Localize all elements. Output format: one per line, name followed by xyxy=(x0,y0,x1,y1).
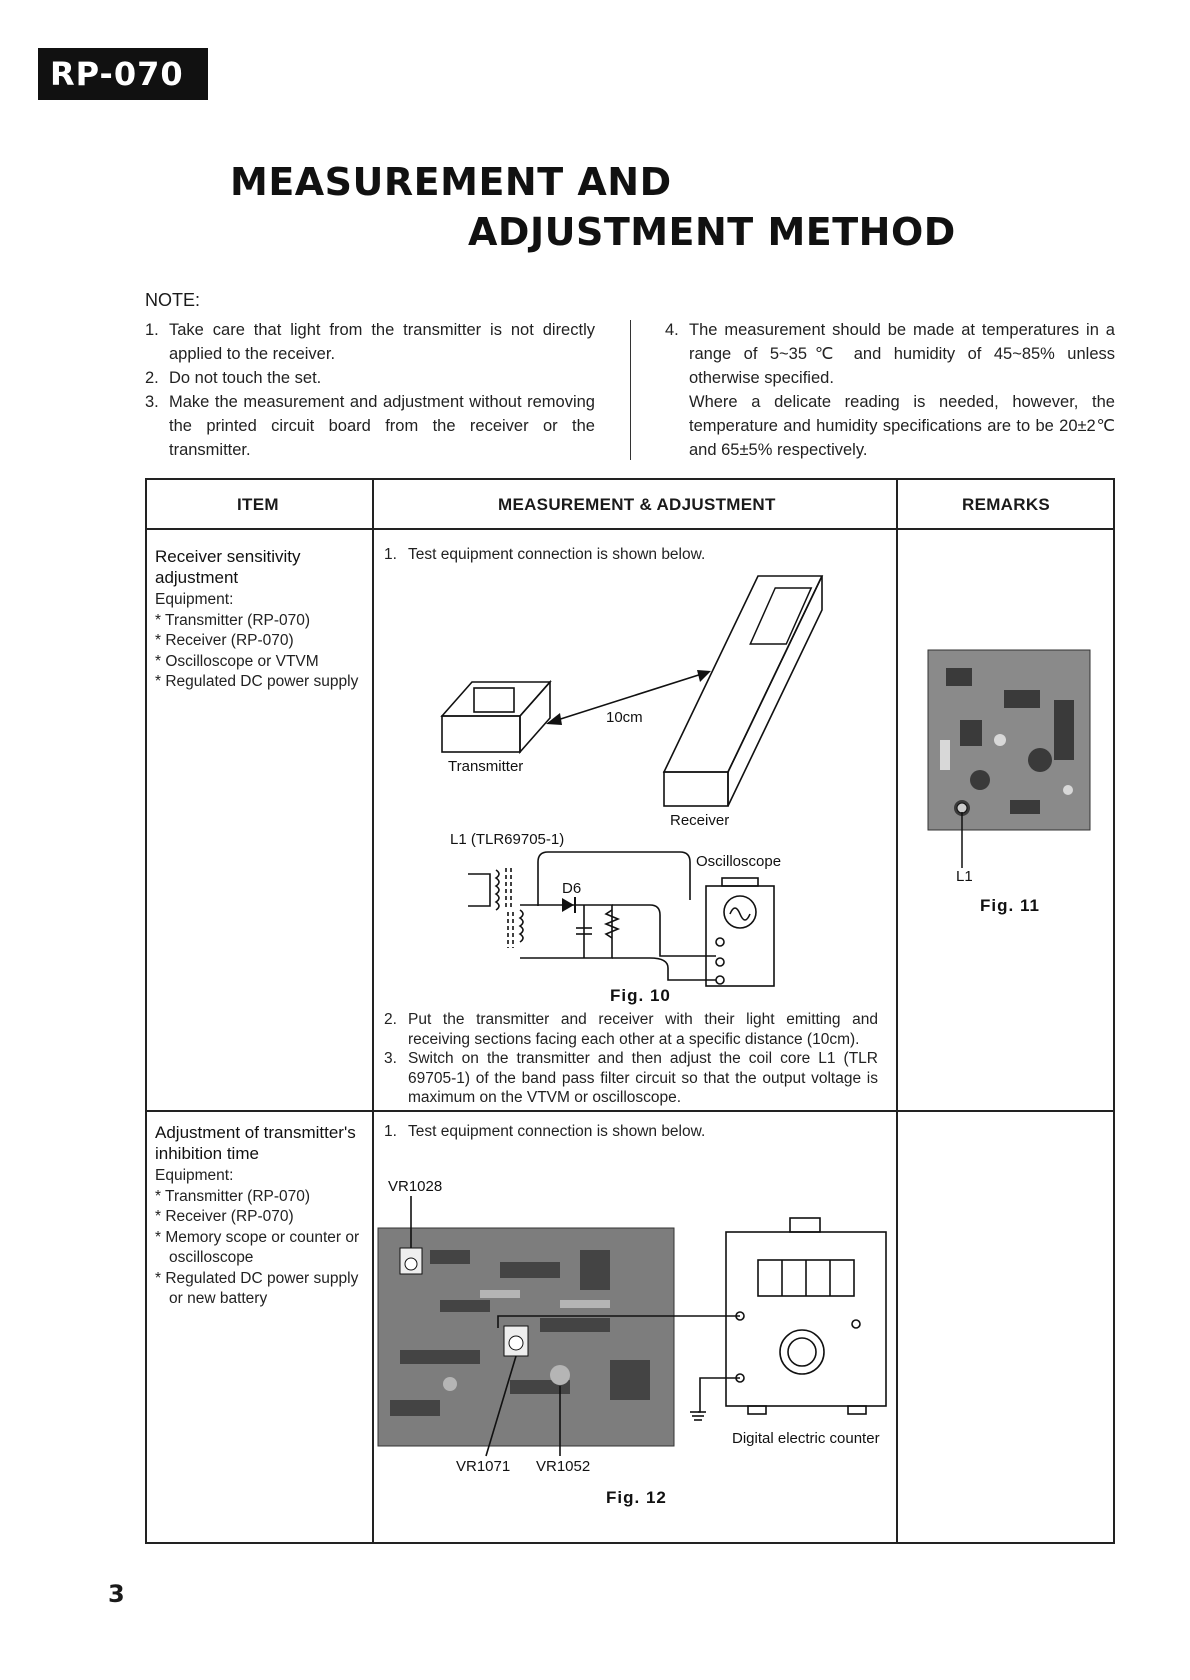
fig12-vr1071-label: VR1071 xyxy=(456,1458,511,1475)
counter-knob xyxy=(780,1330,824,1374)
fig10-diode-label: D6 xyxy=(562,880,582,897)
note-continuation: Where a delicate reading is needed, however, the temperature and humidity specifications are to be 20±2℃ and 65±5% respectively. xyxy=(689,393,1115,459)
equipment-item: * Oscilloscope or VTVM xyxy=(155,652,319,670)
note-item: 2. Do not touch the set. xyxy=(145,369,322,387)
counter-body xyxy=(726,1232,886,1406)
fig12-vr1028-label: VR1028 xyxy=(388,1178,443,1195)
fig12-caption: Fig. 12 xyxy=(606,1488,667,1507)
equipment-item: * Receiver (RP-070) xyxy=(155,1208,294,1225)
fig10-coil-label: L1 (TLR69705-1) xyxy=(450,831,565,848)
step-item: 3. Switch on the transmitter and then adjust the coil core L1 (TLR 69705-1) of the band pass filter circuit so that the output voltage is maximum on the VTVM or oscilloscope. xyxy=(384,1050,878,1106)
equipment-item: * Receiver (RP-070) xyxy=(155,632,294,649)
model-badge: RP-070 xyxy=(38,48,208,100)
equipment-item: * Regulated DC power supply xyxy=(155,673,359,690)
fig10-transmitter-label: Transmitter xyxy=(448,758,524,775)
note-item: 1. Take care that light from the transmitter is not directly applied to the receiver. xyxy=(145,321,595,363)
note-item: 4. The measurement should be made at temperatures in a range of 5~35℃ and humidity of 45~85% unless otherwise specified. xyxy=(665,321,1115,387)
row1-item-title: Receiver sensitivity adjustment xyxy=(155,547,301,587)
note-heading: NOTE: xyxy=(145,290,201,310)
header-remarks: REMARKS xyxy=(962,495,1051,514)
fig11-l1-label: L1 xyxy=(956,868,973,885)
fig12-vr1052-label: VR1052 xyxy=(536,1458,591,1475)
row1-step1: 1. Test equipment connection is shown below. xyxy=(384,546,706,563)
fig12-counter-label: Digital electric counter xyxy=(732,1430,880,1447)
ground-lead xyxy=(698,1378,740,1412)
fig10-receiver-label: Receiver xyxy=(670,812,730,829)
row2-step1: 1. Test equipment connection is shown below. xyxy=(384,1123,706,1140)
counter-handle xyxy=(790,1218,820,1232)
fig10-scope-label: Oscilloscope xyxy=(696,853,782,870)
step-item: 2. Put the transmitter and receiver with their light emitting and receiving sections facing each other at a specific distance (10cm). xyxy=(384,1011,878,1048)
page-title-line2: ADJUSTMENT METHOD xyxy=(468,210,956,254)
fig10-caption: Fig. 10 xyxy=(610,986,671,1005)
header-item: ITEM xyxy=(237,495,279,514)
note-item: 3. Make the measurement and adjustment without removing the printed circuit board from the receiver or the transmitter. xyxy=(145,393,595,459)
header-measurement: MEASUREMENT & ADJUSTMENT xyxy=(498,495,776,514)
equipment-label: Equipment: xyxy=(155,591,234,608)
equipment-item: * Memory scope or counter or oscilloscope xyxy=(155,1228,360,1266)
page-title-line1: MEASUREMENT AND xyxy=(230,160,672,204)
page-number: 3 xyxy=(108,1580,125,1608)
row2-item-title: Adjustment of transmitter's inhibition time xyxy=(155,1123,356,1163)
equipment-label: Equipment: xyxy=(155,1167,234,1184)
equipment-item: * Transmitter (RP-070) xyxy=(155,1187,311,1205)
fig11-caption: Fig. 11 xyxy=(980,896,1040,915)
equipment-item: * Regulated DC power supply or new battery xyxy=(155,1269,359,1307)
fig10-distance-label: 10cm xyxy=(606,709,643,726)
equipment-item: * Transmitter (RP-070) xyxy=(155,611,311,629)
